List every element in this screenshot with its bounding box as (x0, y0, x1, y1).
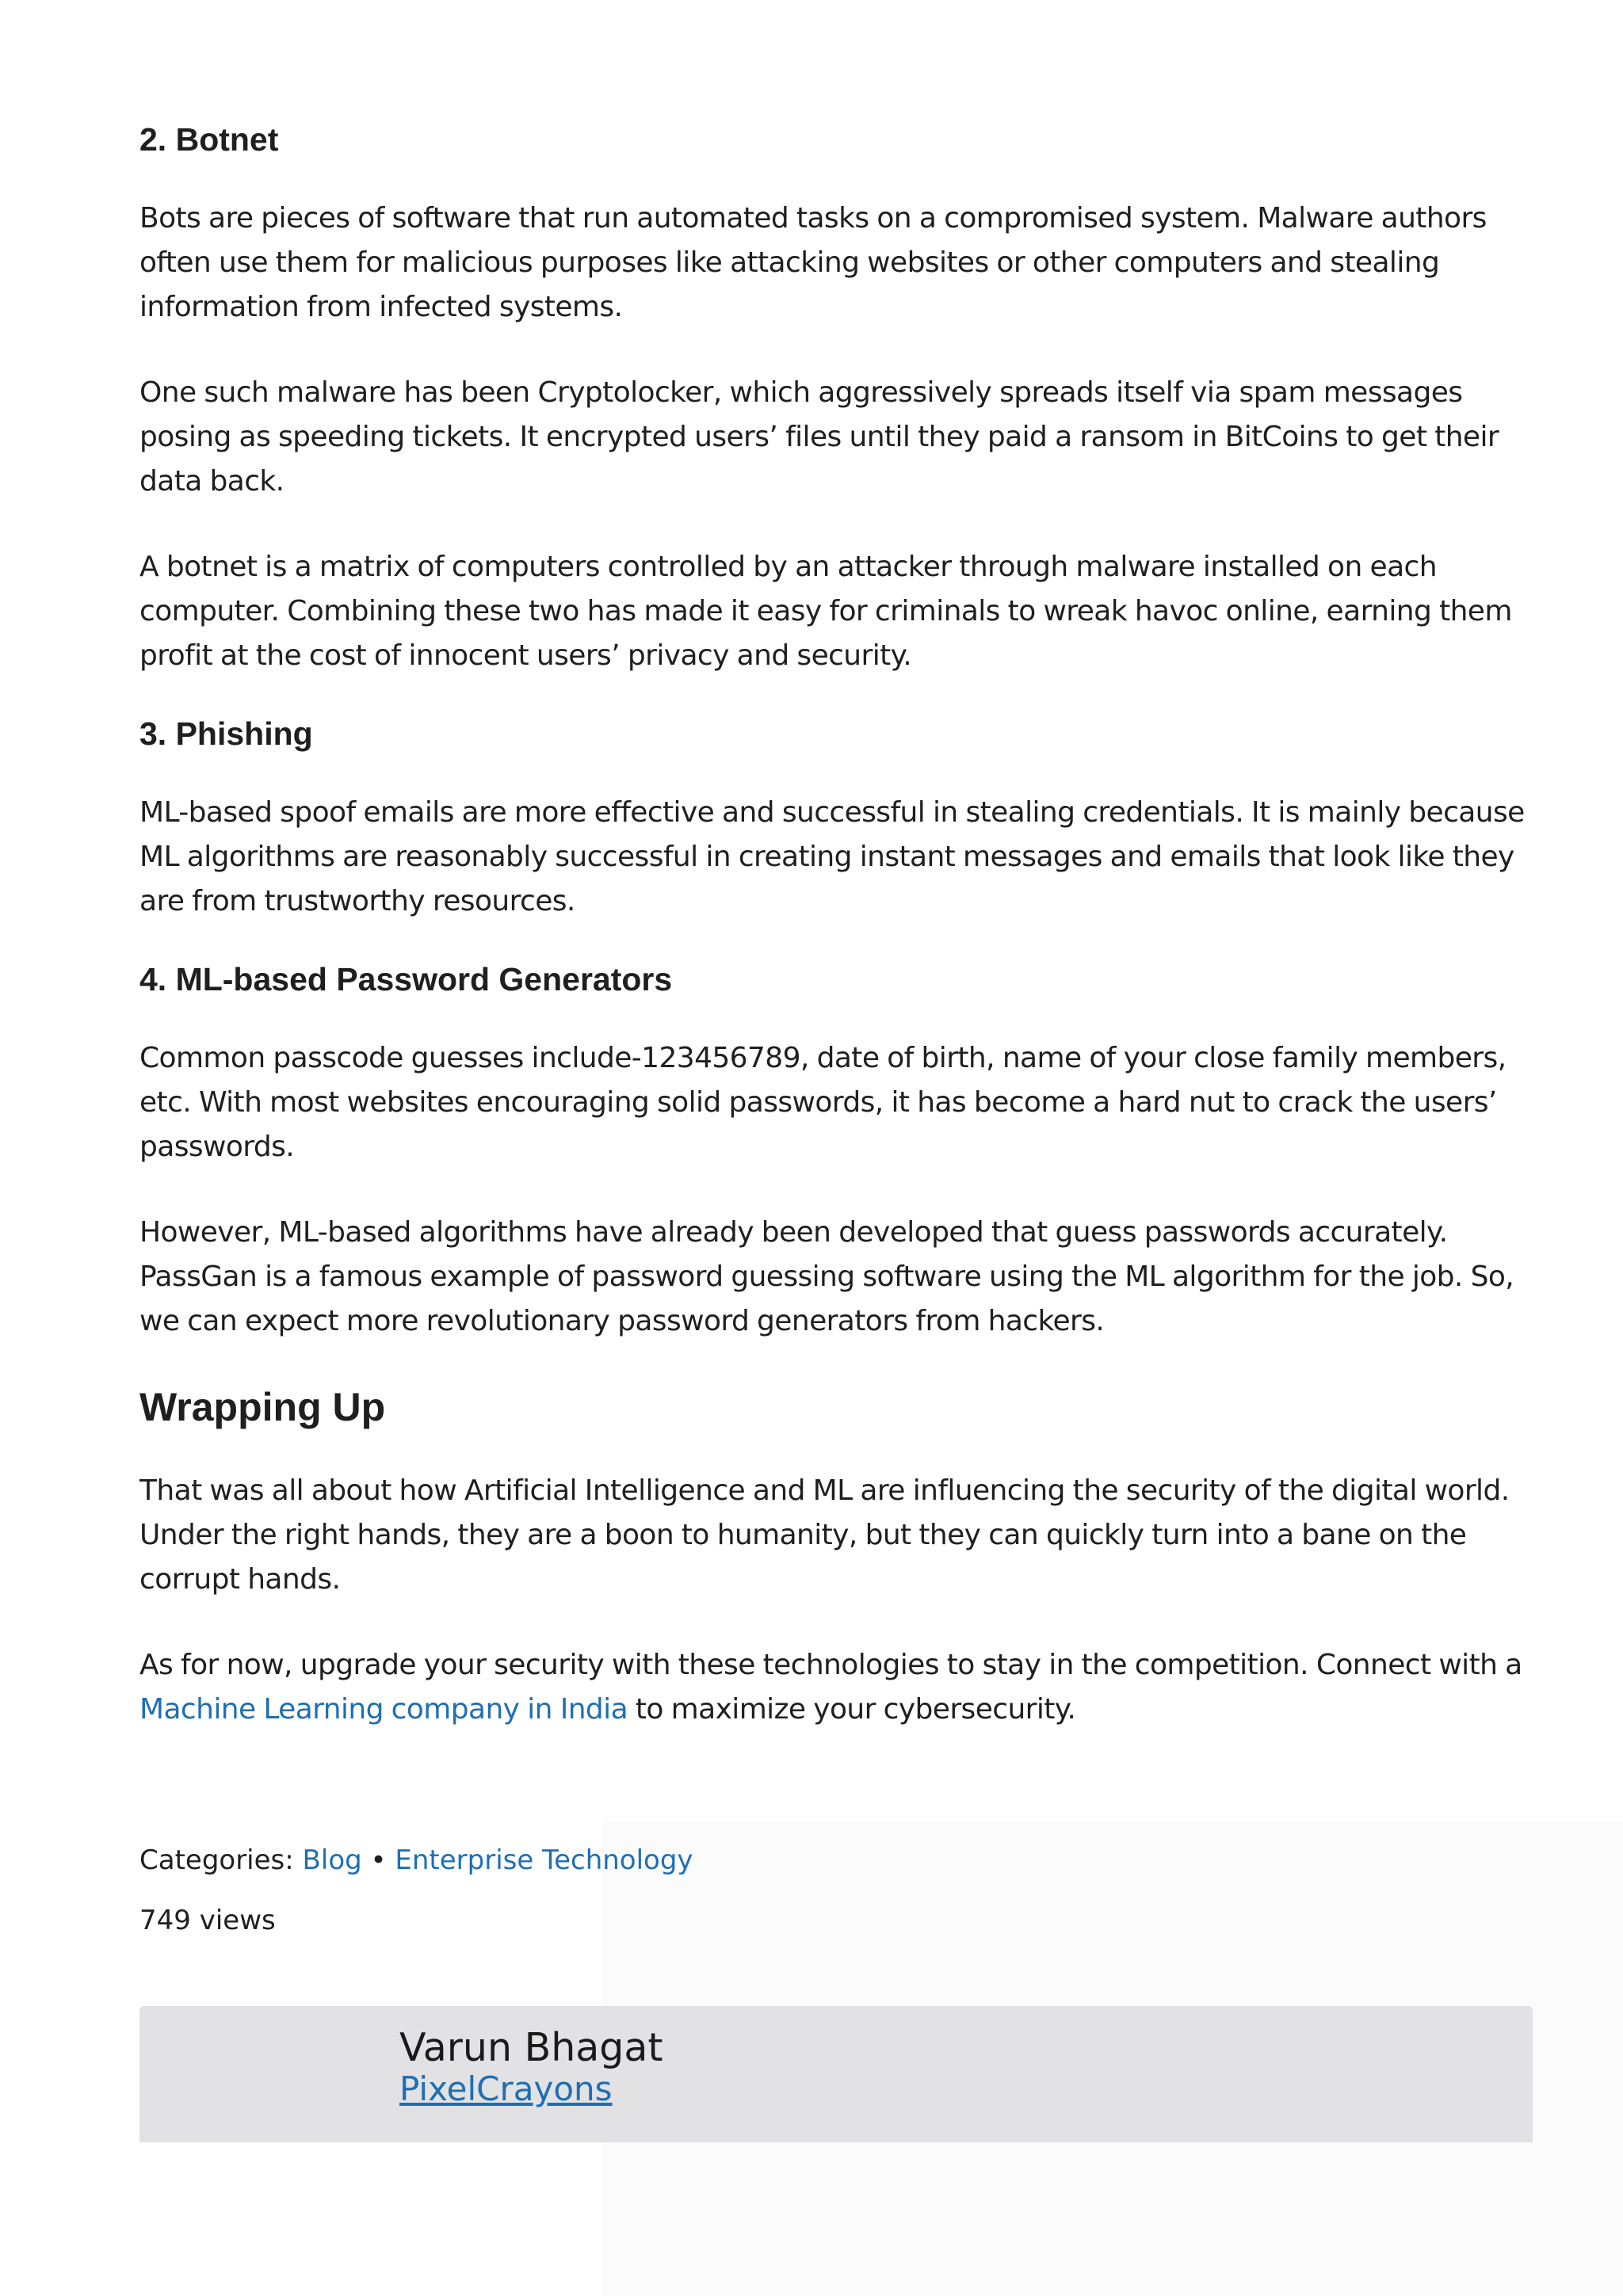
author-name: Varun Bhagat (399, 2025, 663, 2070)
machine-learning-company-link[interactable]: Machine Learning company in India (139, 1693, 628, 1726)
category-separator: • (370, 1844, 387, 1876)
section-heading-password-generators: 4. ML-based Password Generators (139, 961, 673, 997)
category-link-blog[interactable]: Blog (302, 1844, 362, 1876)
author-company-link[interactable]: PixelCrayons (399, 2069, 613, 2108)
author-box (139, 2006, 1533, 2142)
paragraph: Common passcode guesses include-123456789, date of birth, name of your close family members, etc. With most websites encouraging solid passwords, it has become a hard nut to crack the users’ passwords. (139, 1042, 1507, 1163)
categories-label: Categories: (139, 1844, 294, 1876)
paragraph: One such malware has been Cryptolocker, which aggressively spreads itself via spam messages posing as speeding tickets. It encrypted users’ files until they paid a ransom in BitCoins to get their data back. (139, 376, 1499, 498)
article-body (139, 119, 1534, 1938)
paragraph: A botnet is a matrix of computers controlled by an attacker through malware installed on each computer. Combining these two has made it easy for criminals to wreak havoc online, earning them profit at the cost of innocent users’ privacy and security. (139, 551, 1512, 672)
section-heading-phishing: 3. Phishing (139, 715, 313, 752)
view-count: 749 views (139, 1905, 276, 1936)
paragraph-text: to maximize your cybersecurity. (628, 1693, 1076, 1726)
paragraph-text: As for now, upgrade your security with these technologies to stay in the competition. Connect with a (139, 1649, 1522, 1681)
paragraph: ML-based spoof emails are more effective and successful in stealing credentials. It is mainly because ML algorithms are reasonably successful in creating instant messages and emails that look like they are from trustworthy resources. (139, 796, 1525, 917)
paragraph: Bots are pieces of software that run automated tasks on a compromised system. Malware authors often use them for malicious purposes like attacking websites or other computers and stealing information from infected systems. (139, 202, 1487, 323)
paragraph (139, 1643, 1534, 1732)
section-heading-wrapping-up: Wrapping Up (139, 1385, 386, 1429)
category-link-enterprise-technology[interactable]: Enterprise Technology (395, 1844, 693, 1876)
paragraph: That was all about how Artificial Intelligence and ML are influencing the security of the digital world. Under the right hands, they are a boon to humanity, but they can quickly turn into a bane on the corrupt hands. (139, 1474, 1510, 1596)
paragraph: However, ML-based algorithms have already been developed that guess passwords accurately. PassGan is a famous example of password guessing software using the ML algorithm for the job. So, we can expect more revolutionary password generators from hackers. (139, 1216, 1514, 1337)
categories-line (139, 1843, 1534, 1878)
section-heading-botnet: 2. Botnet (139, 121, 279, 158)
